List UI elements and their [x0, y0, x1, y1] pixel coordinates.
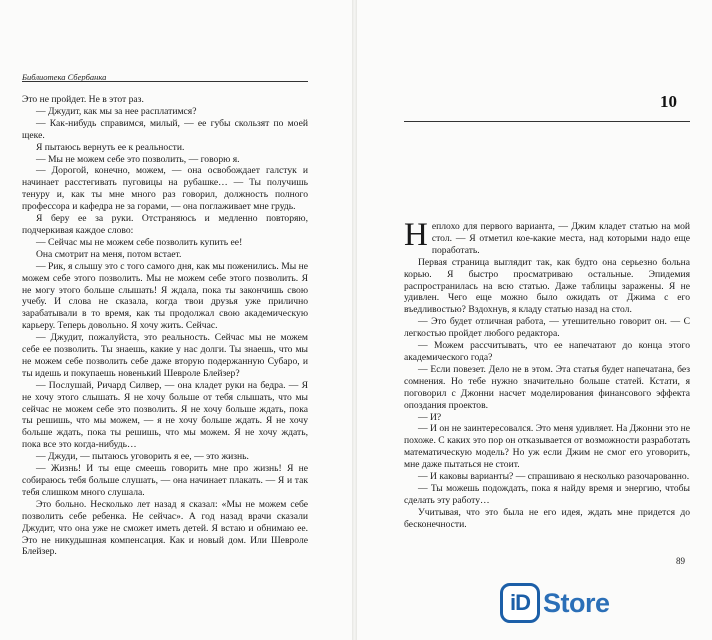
paragraph: — Джуди, — пытаюсь уговорить я ее, — это жизнь. — [36, 451, 249, 463]
right-page-text — [404, 217, 690, 531]
paragraph: Я беру ее за руки. Отстраняюсь и медленно повторяю, подчеркивая каждое слово: — [22, 213, 308, 236]
paragraph: Я пытаюсь вернуть ее к реальности. — [36, 141, 185, 153]
paragraph: Это не пройдет. Не в этот раз. — [22, 94, 144, 105]
paragraph: — Можем рассчитывать, что ее напечатают до конца этого академического года? — [404, 340, 690, 363]
paragraph: Она смотрит на меня, потом встает. — [36, 248, 182, 260]
left-page-text — [22, 94, 308, 558]
store-logo — [500, 583, 610, 623]
paragraph: Это больно. Несколько лет назад я сказал: «Мы не можем себе позволить себе ребенка. Не сейчас». А год назад врачи сказали Джудит, что она уже не сможет иметь детей. Я встаю и обнимаю ее. Это не никудышная компенсация. Как и новый дом. Или Шевроле Блейзер. — [22, 498, 308, 558]
paragraph: Первая страница выглядит так, как будто она серьезно больна корью. Я быстро просматриваю остальные. Эпидемия распространилась на всю статью. Даже таблицы заражены. Я не удивлен. Чего еще можно было ожидать от Джима с его въедливостью? Вздохнув, я кладу статью назад на стол. — [404, 256, 690, 316]
opening-text: еплохо для первого варианта, — Джим кладет статью на мой стол. — Я отметил кое-какие места, над которыми надо еще поработать. — [431, 221, 690, 256]
paragraph: — Джудит, пожалуйста, это реальность. Сейчас мы не можем себе ее позволить. Ты знаешь, какие у нас долги. Ты знаешь, что мы не можем себе позволить себе даже вторую подержанную Субаро, и ты идешь и покупаешь новенький Шевроле Блейзер? — [22, 332, 308, 379]
paragraph: — Жизнь! И ты еще смеешь говорить мне про жизнь! Я не собираюсь тебя больше слушать, — она начинает плакать. — Я и так тебя слишком много слушала. — [22, 463, 308, 498]
store-logo-mark-icon — [500, 583, 540, 623]
paragraph: — Мы не можем себе это позволить, — говорю я. — [36, 153, 240, 165]
paragraph: — Сейчас мы не можем себе позволить купить ее! — [36, 236, 243, 248]
paragraph: — И он не заинтересовался. Это меня удивляет. На Джонни это не похоже. С каких это пор он отказывается от возможности разработать математическую модель? Но уж если Джим не смог его уговорить, мне даже пытаться не стоит. — [404, 423, 690, 471]
paragraph: — Послушай, Ричард Силвер, — она кладет руки на бедра. — Я не хочу этого слышать. Я не хочу больше от тебя слышать, что мы сейчас не можем себе это позволить. Я не хочу больше ждать, пока ты решишь, что мы можем, — я не хочу больше ждать. Я не хочу больше ждать, пока ты решишь, что мы можем. Я не хочу ждать, пока все это когда-нибудь… — [22, 379, 308, 451]
running-head: Библиотека Сбербанка — [22, 72, 107, 82]
paragraph: — Это будет отличная работа, — утешительно говорит он. — С легкостью пройдет любого редактора. — [404, 316, 690, 340]
logo-word: Store — [543, 587, 610, 618]
paragraph: — Дорогой, конечно, можем, — она освобождает галстук и начинает расстегивать пуговицы на рубашке… — Ты получишь тенуру и, как ты мне много раз говорил, должность полного профессора и кафедра не за горами, — она поглаживает мне грудь. — [22, 165, 308, 213]
drop-cap: Н — [404, 217, 428, 253]
paragraph: — Джудит, как мы за нее расплатимся? — [36, 105, 197, 117]
chapter-rule — [404, 121, 690, 122]
page-number: 89 — [676, 556, 685, 566]
paragraph: — Как-нибудь справимся, милый, — ее губы скользят по моей щеке. — [22, 117, 308, 141]
paragraph: — Ты можешь подождать, пока я найду время и энергию, чтобы сделать эту работу… — [404, 482, 690, 506]
paragraph: — Рик, я слышу это с того самого дня, как мы поженились. Мы не можем себе этого позволить. Мы не можем себе этого позволить. Я не могу этого больше слышать! Я ждала, пока ты закончишь свою учебу. И слова не сказала, когда твои друзья уже прилично зарабатывали в то время, как ты продолжал свою академическую карьеру. Теперь довольно. Я хочу жить. Сейчас. — [22, 260, 308, 332]
chapter-number: 10 — [660, 92, 677, 111]
logo-mark-text: iD — [510, 590, 530, 615]
running-head-rule — [22, 81, 308, 82]
paragraph: Учитывая, что это была не его идея, ждать мне придется до бесконечности. — [404, 506, 690, 530]
paragraph: — И каковы варианты? — спрашиваю я несколько разочарованно. — [418, 471, 690, 483]
left-page — [0, 0, 352, 640]
chapter-opening-paragraph — [404, 217, 690, 257]
paragraph: — Если повезет. Дело не в этом. Эта статья будет напечатана, без сомнения. Но тебе нужно значительно больше статей. Кстати, я поговорил с Джонни насчет моделирования финансового эффекта опоздания проектов. — [404, 363, 690, 411]
paragraph: — И? — [418, 411, 442, 423]
